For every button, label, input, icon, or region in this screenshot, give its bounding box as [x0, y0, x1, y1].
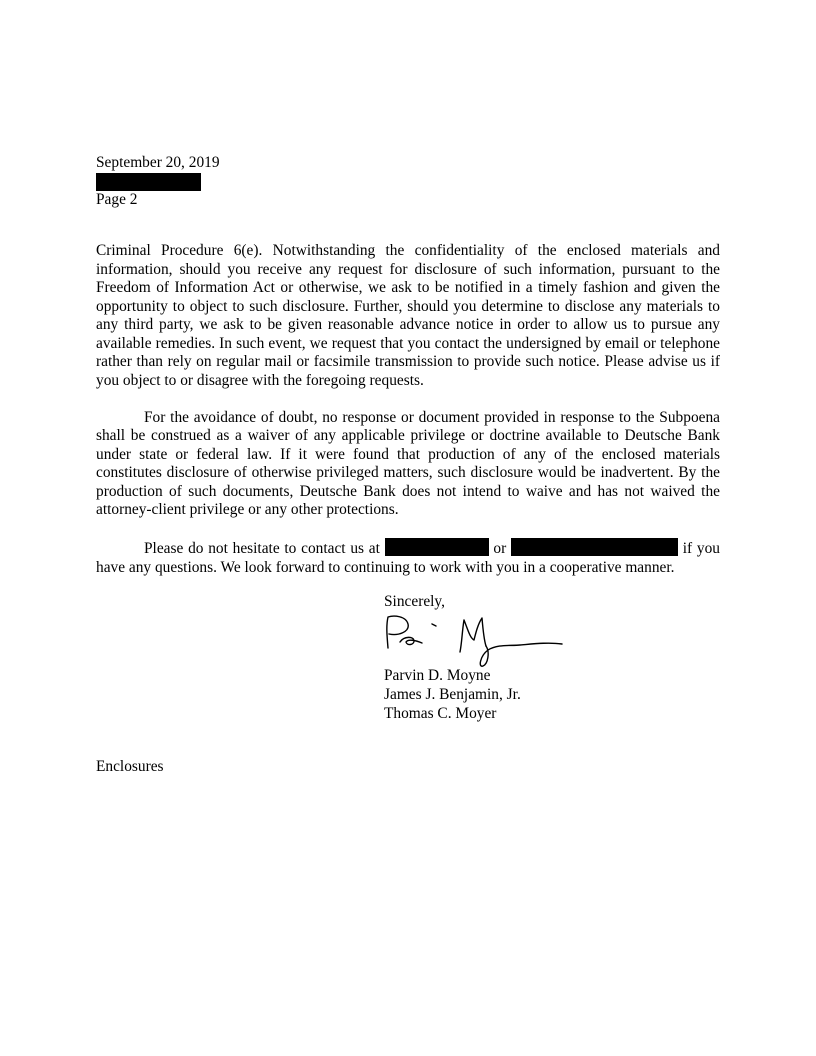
contact-text-end: if you have any questions. We look forward to continuing to work with you in a cooperative manner. — [96, 540, 720, 576]
paragraph-confidentiality: Criminal Procedure 6(e). Notwithstanding the confidentiality of the enclosed materials and information, should you receive any request for disclosure of such information, pursuant to the Freedom of Information Act or otherwise, we ask to be notified in a timely fashion and given the opportunity to object to such disclosure. Further, should you determine to disclose any materials to any third party, we ask to be given reasonable advance notice in order to allow us to pursue any available remedies. In such event, we request that you contact the undersigned by email or telephone rather than rely on regular mail or facsimile transmission to provide such notice. Please advise us if you object to or disagree with the foregoing requests. — [96, 242, 720, 389]
signer-name: James J. Benjamin, Jr. — [384, 686, 521, 703]
letter-body — [96, 242, 720, 577]
signer-name: Thomas C. Moyer — [384, 705, 497, 722]
redacted-phone — [385, 538, 489, 556]
letter-header — [96, 154, 220, 210]
redacted-email — [511, 538, 678, 556]
signer-name: Parvin D. Moyne — [384, 667, 491, 684]
handwritten-signature — [380, 612, 570, 672]
paragraph-contact — [96, 538, 720, 577]
redacted-recipient-line — [96, 173, 220, 192]
redaction-bar — [96, 173, 201, 191]
contact-text-or: or — [488, 540, 511, 557]
closing-salutation: Sincerely, — [384, 593, 445, 610]
enclosures-label: Enclosures — [96, 758, 164, 775]
paragraph-privilege: For the avoidance of doubt, no response or document provided in response to the Subpoena shall be construed as a waiver of any applicable privilege or doctrine available to Deutsche Bank under state or federal law. If it were found that production of any of the enclosed materials constitutes disclosure of otherwise privileged matters, such disclosure would be inadvertent. By the production of such documents, Deutsche Bank does not intend to waive and has not waived the attorney-client privilege or any other protections. — [96, 408, 720, 518]
letter-date: September 20, 2019 — [96, 154, 220, 171]
signer-list — [384, 666, 521, 723]
contact-text-start: Please do not hesitate to contact us at — [144, 540, 385, 557]
page-number-label: Page 2 — [96, 191, 138, 208]
